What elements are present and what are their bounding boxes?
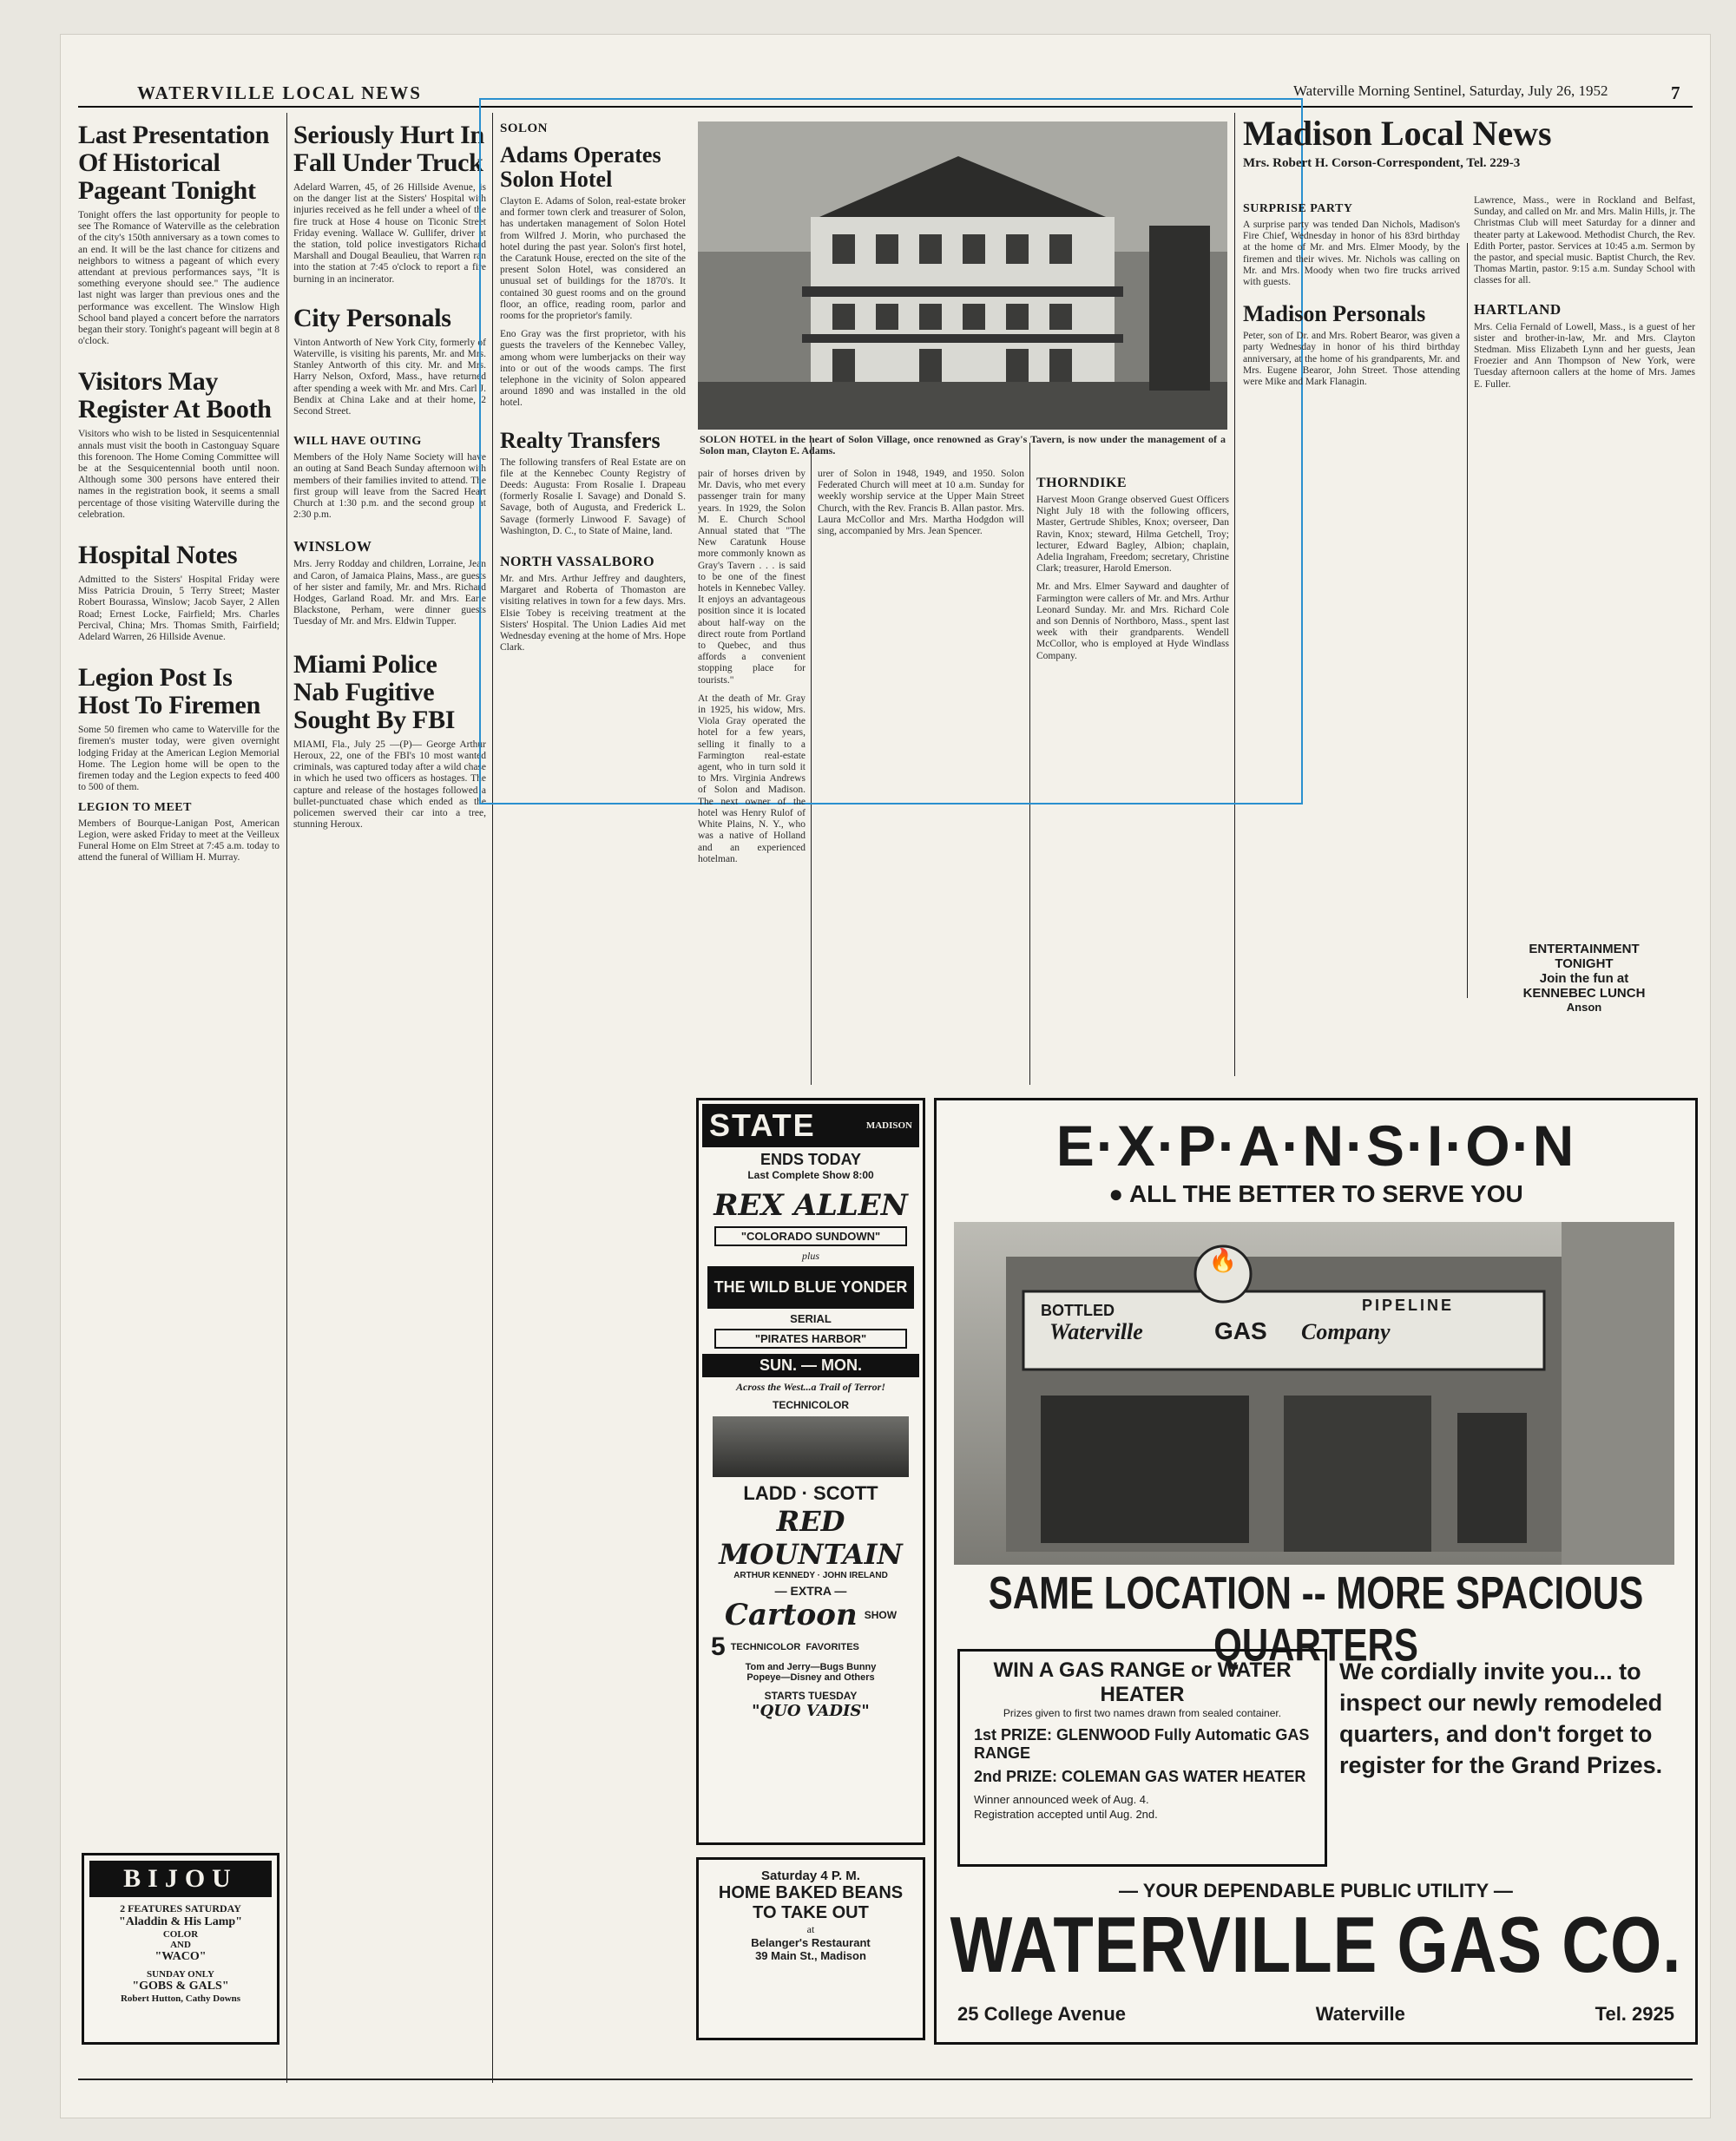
state-star: REX ALLEN [713,1188,908,1223]
state-technicolor: TECHNICOLOR [773,1399,849,1411]
state-tagline: Across the West...a Trail of Terror! [735,1381,886,1393]
article-legion-meet: Members of Bourque-Lanigan Post, American Legion, were asked Friday to meet at the Veilleux Funeral Home on Elm Street at 7:45 a.m. today to attend the funeral of William H. Murray. [78,818,279,864]
state-actors: LADD · SCOTT [743,1482,878,1504]
column-4 [698,469,806,865]
state-starts: STARTS TUESDAY [764,1690,858,1702]
state-theater-name: STATE [709,1107,816,1143]
article-north-vassalboro: Mr. and Mrs. Arthur Jeffrey and daughters, Margaret and Roberta of Thomaston are visiting relatives in town for a few days. Mrs. Elsie Tobey is receiving treatment at the Sisters' Hospital. The Union Ladies Aid met Wednesday evening at the home of Mrs. Hope Clark. [500,574,686,653]
article-hartland: Mrs. Celia Fernald of Lowell, Mass., is a guest of her sister and brother-in-law, Mr. and Mrs. Clayton Stedman. Miss Elizabeth Lynn and her guests, Jean Froezier and Ann Thompson of New York, were Tuesday afternoon callers at the home of Mrs. James E. Fuller. [1474,321,1695,390]
sign-bottled: BOTTLED [1041,1302,1115,1319]
headline-miami: Miami Police Nab Fugitive Sought By FBI [293,649,456,734]
state-five-row [711,1632,923,1662]
article-realty: The following transfers of Real Estate are on file at the Kennebec County Registry of Deeds: Augusta: From Rosalie I. Drapeau (formerly Rosalie I. Savage) and Donald S. Savage, both of Augusta, and Frederick L. Savage (formerly Linwood F. Savage) of Washington, D. C., to State of Maine, land. [500,456,686,536]
beans-line5: Belanger's Restaurant [751,1936,871,1949]
sign-gas: GAS [1214,1317,1267,1344]
gas-prize2: 2nd PRIZE: COLEMAN GAS WATER HEATER [974,1768,1306,1785]
article-surprise-party: A surprise party was tended Dan Nichols, Madison's Fire Chief, Wednesday in honor of his 83rd birthday at the home of Mr. and Mrs. Elmer Moody, by the firemen and their wives. Mr. Nichols was calling on Mr. and Mrs. Moody when two fire trucks arrived with guests. [1243,220,1460,288]
state-film4: "QUO VADIS" [752,1702,870,1720]
sign-company: Company [1301,1319,1391,1344]
gas-address: 25 College Avenue [957,2003,1126,2025]
ent-line2: TONIGHT [1555,956,1614,971]
column-5 [1036,469,1229,662]
beans-line4: at [806,1923,815,1935]
gas-headline: E·X·P·A·N·S·I·O·N [1055,1113,1576,1178]
bijou-line4: AND [170,1940,191,1950]
gas-building-photo [954,1222,1674,1565]
column-4b [818,469,1024,537]
column-6 [1243,195,1460,388]
entertainment-ad [1476,942,1693,1014]
gas-utility: — YOUR DEPENDABLE PUBLIC UTILITY — [1119,1880,1513,1901]
article-solon-hotel: Clayton E. Adams of Solon, real-estate broker and former town clerk and treasurer of Solon, has undertaken management of Solon Hotel from Wilfred J. Morin, who purchased the hotel during the past year. Solon's first hotel, the Caratunk House, erected on the site of the present Solon Hotel, was considered an unusual set of buildings for the 1870's. It contained 30 guest rooms and on the ground floor, an office, reading room, parlor and rooms for the proprietor's family. [500,196,686,322]
dateline: Waterville Morning Sentinel, Saturday, July 26, 1952 [1293,82,1608,99]
article-outing: Members of the Holy Name Society will have an outing at Sand Beach Sunday afternoon with members of their families invited to attend. The first group will leave from the Sacred Heart Church at 1:30 p.m. and the second group at 2:30 p.m. [293,452,486,521]
page-number: 7 [1671,82,1682,103]
gas-note2: Registration accepted until Aug. 2nd. [974,1808,1158,1821]
article-miami: MIAMI, Fla., July 25 —(P)— George Arthur Heroux, 22, one of the FBI's 10 most wanted criminals, was captured today after a wild chase in which he used two officers as hostages. The capture and release of the hostages followed a bullet-punctuated chase which ended as the policemen swerved their car into a tree, stunning Heroux. [293,739,486,831]
article-gray-tavern-2: At the death of Mr. Gray in 1925, his widow, Mrs. Viola Gray operated the hotel for a few years, selling it finally to a Farmington real-estate agent, who in turn sold it to Mrs. Virginia Andrews of Solon and Madison. The next owner of the hotel was Henry Rulof of White Plains, N. Y., who was a native of Holland and an experienced hotelman. [698,693,806,864]
column-3 [500,115,686,654]
gas-location: SAME LOCATION -- MORE SPACIOUS QUARTERS [988,1567,1644,1671]
sign-pipeline: PIPELINE [1362,1297,1455,1314]
section-title-waterville: WATERVILLE LOCAL NEWS [137,82,422,103]
article-thorndike-2: Mr. and Mrs. Elmer Sayward and daughter of Farmington were callers of Mr. and Mrs. Arthur Leonard Sunday. Mr. and Mrs. Richard Cole and son Dennis of Northboro, Mass., spent last week with their grandparents. Wendell McCollor, who is employed at Hyde Windlass Company. [1036,581,1229,661]
headline-truck: Seriously Hurt In Fall Under Truck [293,121,484,177]
bijou-line3: COLOR [162,1929,199,1940]
newspaper-page [61,35,1710,2118]
state-film3: RED MOUNTAIN [719,1505,903,1571]
gas-note1: Winner announced week of Aug. 4. [974,1793,1149,1806]
gas-win: WIN A GAS RANGE or WATER HEATER [993,1658,1292,1706]
ent-line4: KENNEBEC LUNCH [1522,986,1646,1001]
state-film1: "COLORADO SUNDOWN" [714,1226,907,1246]
headline-madison-local-news: Madison Local News [1243,114,1552,153]
gas-invite: We cordially invite you... to inspect our newly remodeled quarters, and don't forget to register for the Grand Prizes. [1339,1658,1663,1778]
beans-line1: Saturday 4 P. M. [761,1868,860,1883]
state-film-photo [713,1416,909,1477]
headline-hospital: Hospital Notes [78,541,238,570]
state-header [702,1104,919,1147]
article-truck: Adelard Warren, 45, of 26 Hillside Avenue, is on the danger list at the Sisters' Hospital with injuries received as he fell under a wheel of the fire truck at Hose 4 house on Ticonic Street Friday evening. Wallace W. Gullifer, driver at the station, told police investigators Richard Marshall and Dougal Beaulieu, that Warren ran into the station at 7:45 o'clock to report a fire burning in an incinerator. [293,182,486,285]
column-7 [1474,195,1695,391]
baked-beans-ad [696,1857,925,2040]
gas-footer [957,2003,1674,2026]
state-plus: plus [801,1250,819,1262]
solon-hotel-photo [698,121,1227,430]
state-five: 5 [711,1632,726,1661]
column-rule [286,113,287,2083]
headline-visitors: Visitors May Register At Booth [78,367,272,424]
building-illustration [954,1222,1674,1565]
madison-correspondent: Mrs. Robert H. Corson-Correspondent, Tel. 229-3 [1243,156,1521,170]
article-hospital: Admitted to the Sisters' Hospital Friday were Miss Patricia Drouin, 5 Terry Street; Master Robert Bourassa, Winslow; Jacob Sayer, 2 Allen Road; Ernest Locke, Fairfield; Mrs. Charles Percival, China; Mrs. Thomas Smith, Fairfield; Adelard Warren, 26 Hillside Avenue. [78,575,279,643]
beans-line6: 39 Main St., Madison [755,1949,866,1962]
bullet-icon: ● [1108,1180,1124,1207]
bijou-line5: "WACO" [155,1950,207,1963]
article-city-personals: Vinton Antworth of New York City, formerly of Waterville, is visiting his parents, Mr. and Mrs. Stanley Antworth of this city. Mr. and Mrs. Harry Nelson, Oxford, Mass., have returned after spending a week with Mr. and Mrs. Carl J. Bendix at China Lake and at their home, 2 Second Street. [293,337,486,417]
article-pageant: Tonight offers the last opportunity for people to see The Romance of Waterville as the celebration of the city's 150th anniversary as a town comes to an end. It will be the last chance for citizens and neighbors to witness a pageant of which every attendant at previous performances says, "It is something everyone should see." The audience last night was larger than previous ones and the performance was excellent. The Winslow High School band played a concert before the narrators began their story. Tonight's pageant will begin at 8 o'clock. [78,210,279,347]
subhead-surprise-party: SURPRISE PARTY [1243,202,1353,215]
bijou-line2: "Aladdin & His Lamp" [119,1915,242,1928]
gas-tagline: ALL THE BETTER TO SERVE YOU [1128,1180,1523,1207]
headline-legion: Legion Post Is Host To Firemen [78,663,260,720]
state-theater-ad [696,1098,925,1845]
article-solon-hotel-2: Eno Gray was the first proprietor, with his guests the travelers of the Kennebec Valley, among whom were lumberjacks on their way into or out of the woods camps. The first telephone in the vicinity of Solon appeared around 1890 and was installed in the old hotel. [500,329,686,409]
waterville-gas-ad [934,1098,1698,2045]
gas-city: Waterville [1315,2003,1405,2025]
state-cartoon-row [699,1598,923,1632]
gas-prize-box [957,1649,1327,1867]
subhead-solon: SOLON [500,121,549,135]
subhead-outing: WILL HAVE OUTING [293,435,422,449]
headline-solon-hotel: Adams Operates Solon Hotel [500,142,661,192]
state-ends-today: ENDS TODAY [760,1151,862,1168]
state-fav2: Popeye—Disney and Others [746,1672,875,1683]
article-legion: Some 50 firemen who came to Waterville for the firemen's muster today, were given overnight lodging Friday at the American Legion Memorial Home. The Legion home will be open to the firemen today and the Legion expects to feed 400 to 500 of them. [78,725,279,793]
bottom-rule [78,2079,1693,2080]
hotel-illustration [698,121,1227,430]
state-show: SHOW [864,1609,898,1621]
column-1 [78,115,279,864]
state-film2: THE WILD BLUE YONDER [707,1266,914,1309]
beans-line2: HOME BAKED BEANS [718,1883,904,1902]
madison-header [1243,115,1694,171]
gas-prize1: 1st PRIZE: GLENWOOD Fully Automatic GAS RANGE [974,1726,1310,1762]
article-madison-personals: Peter, son of Dr. and Mrs. Robert Bearor, was given a party Wednesday in honor of his third birthday anniversary, at the home of his grandparents, Mr. and Mrs. Eugene Bearor, John Street. Those attending were Mike and Mark Flanagin. [1243,331,1460,388]
gas-company: WATERVILLE GAS CO. [950,1901,1682,1990]
gas-tel: Tel. 2925 [1595,2003,1674,2025]
article-winslow: Mrs. Jerry Rodday and children, Lorraine, Jean and Caron, of Jamaica Plains, Mass., are guests of her sister and family, Mr. and Mrs. Richard Hodges, Garland Road. Mr. and Mrs. Earle Blackstone, Perham, were dinner guests Tuesday of Mr. and Mrs. Eldwin Tupper. [293,559,486,627]
state-serial: SERIAL [790,1312,832,1325]
state-sun-mon: SUN. — MON. [702,1354,919,1377]
gas-flame-icon: 🔥 [1208,1248,1238,1273]
article-gray-tavern: pair of horses driven by Mr. Davis, who met every passenger train for many years. In 1929, the Solon M. E. Church School Annual stated that "The New Caratunk House more commonly known as Gray's Tavern . . . is said to be one of the finest hotels in Kennebec Valley. It enjoys an advantageous position since it is located about half-way on the direct route from Portland to Quebec, and thus affords a convenient stopping place for tourists." [698,469,806,686]
state-fav: FAVORITES [806,1642,859,1652]
subhead-thorndike: THORNDIKE [1036,476,1128,490]
sign-waterville: Waterville [1049,1319,1143,1344]
column-rule [1467,243,1468,998]
bijou-line6: SUNDAY ONLY [147,1969,214,1980]
article-visitors: Visitors who wish to be listed in Sesquicentennial annals must visit the booth in Castonguay Square this forenoon. The Home Coming Committee will be at the Sesquicentennial booth until noon. Although some 300 persons have entered their names in the registration book, it seems a small percentage of those visiting Waterville during the celebration. [78,429,279,520]
ent-line5: Anson [1566,1001,1602,1014]
subhead-legion-meet: LEGION TO MEET [78,800,192,814]
article-thorndike: Harvest Moon Grange observed Guest Officers Night July 18 with the following officers, Master, Gertrude Shibles, Knox; overseer, Dan Ravin, Knox; steward, Hilma Getchell, Troy; lecturer, Edward Bagley, Albion; chaplain, Adelia Ingraham, Freedom; secretary, Christine Clark; treasurer, Harold Emerson. [1036,495,1229,575]
headline-madison-personals: Madison Personals [1243,301,1426,327]
ent-line3: Join the fun at [1539,971,1629,986]
bijou-ad [82,1853,279,2045]
state-serial-title: "PIRATES HARBOR" [714,1329,907,1349]
beans-line3: TO TAKE OUT [753,1903,869,1922]
subhead-hartland: HARTLAND [1474,300,1562,318]
state-last-show: Last Complete Show 8:00 [747,1169,874,1181]
ent-line1: ENTERTAINMENT [1529,942,1640,956]
state-cartoon: Cartoon [724,1598,858,1632]
subhead-winslow: WINSLOW [293,538,372,555]
headline-realty: Realty Transfers [500,427,661,453]
state-tech2: TECHNICOLOR [730,1642,801,1652]
bijou-line7: "GOBS & GALS" [132,1980,229,1993]
state-fav1: Tom and Jerry—Bugs Bunny [745,1662,877,1672]
state-town: MADISON [865,1120,912,1131]
bijou-line8: Robert Hutton, Cathy Downs [120,1993,241,2004]
photo-caption: SOLON HOTEL in the heart of Solon Village, once renowned as Gray's Tavern, is now under the management of a Solon man, Clayton E. Adams. [700,433,1226,457]
headline-pageant: Last Presentation Of Historical Pageant Tonight [78,121,270,205]
gas-tagline-row [937,1180,1695,1208]
article-madison-churches: Lawrence, Mass., were in Rockland and Belfast, Sunday, and called on Mr. and Mrs. Malin Hills, jr. The Christmas Club will meet Saturday for a dinner and theater party at Lakewood. Methodist Church, the Rev. Edith Porter, pastor. Services at 10:45 a.m. Sermon by the pastor, and special music. Baptist Church, the Rev. Thomas Martin, pastor. 9:15 a.m. Sunday School with classes for all. [1474,195,1695,286]
bijou-line1: 2 FEATURES SATURDAY [120,1902,241,1914]
state-extra: — EXTRA — [774,1584,847,1598]
subhead-north-vassalboro: NORTH VASSALBORO [500,555,655,570]
article-solon-church: urer of Solon in 1948, 1949, and 1950. Solon Federated Church will meet at 10 a.m. Sunday for weekly worship service at the Upper Main Street Church, with the Rev. Francis B. Allan pastor. Mrs. Laura McCollor and Mrs. Martha Hodgdon will sing, accompanied by Mrs. Jean Spencer. [818,469,1024,537]
gas-win-sub: Prizes given to first two names drawn from sealed container. [1003,1707,1282,1719]
bijou-name: BIJOU [89,1861,272,1897]
column-2 [293,115,486,831]
state-cast: ARTHUR KENNEDY · JOHN IRELAND [733,1571,888,1580]
headline-city-personals: City Personals [293,303,451,332]
